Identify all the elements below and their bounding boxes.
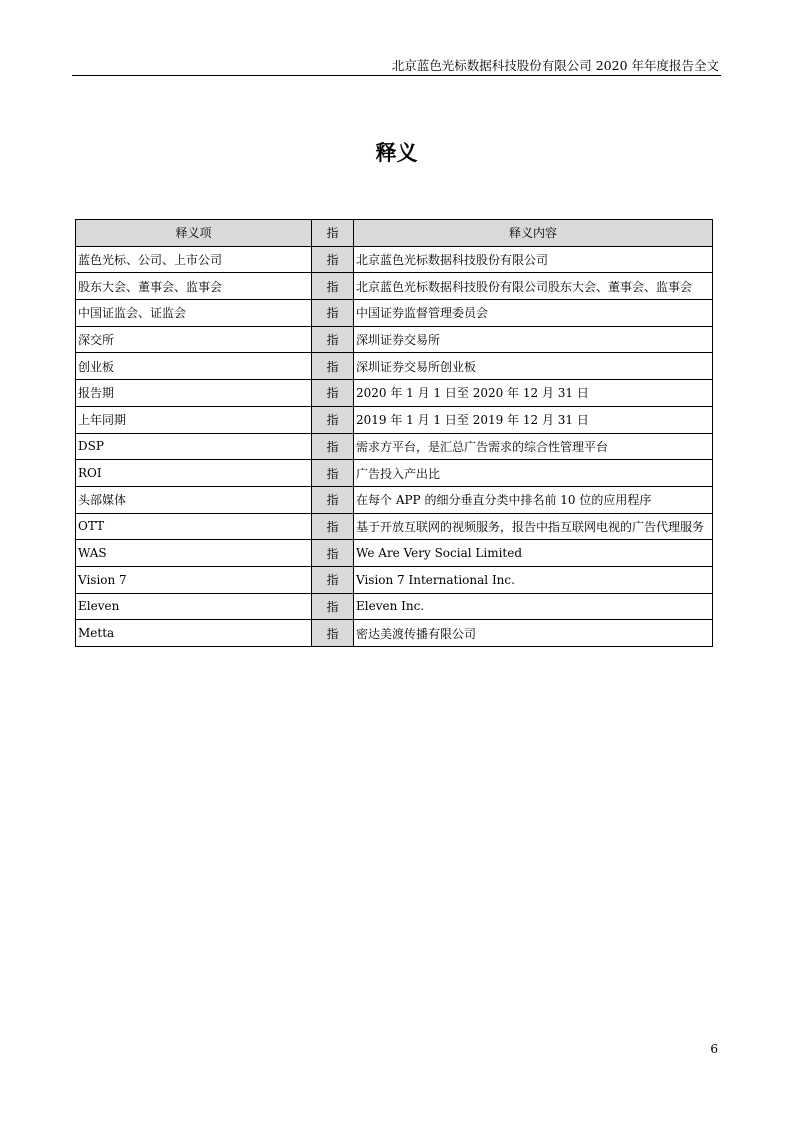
cell-refers: 指 (312, 326, 354, 353)
cell-refers: 指 (312, 620, 354, 647)
table-row (76, 566, 713, 593)
cell-term: Metta (76, 620, 312, 647)
definitions-table (75, 219, 713, 647)
page-title: 释义 (375, 140, 418, 165)
cell-definition: 中国证券监督管理委员会 (354, 300, 713, 327)
cell-definition: 深圳证券交易所 (354, 326, 713, 353)
cell-definition: Eleven Inc. (354, 593, 713, 620)
cell-term: 创业板 (76, 353, 312, 380)
header-divider (72, 75, 721, 76)
cell-definition: 在每个 APP 的细分垂直分类中排名前 10 位的应用程序 (354, 486, 713, 513)
cell-term: 深交所 (76, 326, 312, 353)
cell-term: 中国证监会、证监会 (76, 300, 312, 327)
cell-refers: 指 (312, 433, 354, 460)
table-row (76, 380, 713, 407)
cell-refers: 指 (312, 246, 354, 273)
header-refers: 指 (312, 220, 354, 247)
cell-refers: 指 (312, 273, 354, 300)
cell-term: OTT (76, 513, 312, 540)
cell-term: ROI (76, 460, 312, 487)
cell-definition: 2020 年 1 月 1 日至 2020 年 12 月 31 日 (354, 380, 713, 407)
cell-refers: 指 (312, 353, 354, 380)
table-row (76, 353, 713, 380)
table-row (76, 433, 713, 460)
cell-refers: 指 (312, 460, 354, 487)
cell-refers: 指 (312, 540, 354, 567)
page-number: 6 (710, 1042, 718, 1056)
header-definition: 释义内容 (354, 220, 713, 247)
table-row (76, 593, 713, 620)
table-row (76, 460, 713, 487)
table-row (76, 513, 713, 540)
cell-refers: 指 (312, 406, 354, 433)
cell-definition: 深圳证券交易所创业板 (354, 353, 713, 380)
table-header-row (76, 220, 713, 247)
table-row (76, 620, 713, 647)
cell-definition: We Are Very Social Limited (354, 540, 713, 567)
cell-refers: 指 (312, 566, 354, 593)
cell-refers: 指 (312, 513, 354, 540)
cell-term: Vision 7 (76, 566, 312, 593)
header-term: 释义项 (76, 220, 312, 247)
table-row (76, 406, 713, 433)
cell-definition: 密达美渡传播有限公司 (354, 620, 713, 647)
cell-definition: 基于开放互联网的视频服务，报告中指互联网电视的广告代理服务 (354, 513, 713, 540)
cell-refers: 指 (312, 380, 354, 407)
table-row (76, 486, 713, 513)
table-row (76, 540, 713, 567)
cell-refers: 指 (312, 486, 354, 513)
cell-term: 股东大会、董事会、监事会 (76, 273, 312, 300)
cell-term: DSP (76, 433, 312, 460)
table-row (76, 300, 713, 327)
cell-definition: 需求方平台，是汇总广告需求的综合性管理平台 (354, 433, 713, 460)
cell-term: WAS (76, 540, 312, 567)
table-row (76, 246, 713, 273)
cell-refers: 指 (312, 300, 354, 327)
cell-definition: 北京蓝色光标数据科技股份有限公司 (354, 246, 713, 273)
table-row (76, 326, 713, 353)
cell-definition: 广告投入产出比 (354, 460, 713, 487)
cell-definition: Vision 7 International Inc. (354, 566, 713, 593)
cell-definition: 北京蓝色光标数据科技股份有限公司股东大会、董事会、监事会 (354, 273, 713, 300)
running-header: 北京蓝色光标数据科技股份有限公司 2020 年年度报告全文 (391, 58, 719, 73)
table-row (76, 273, 713, 300)
cell-term: 头部媒体 (76, 486, 312, 513)
cell-term: 上年同期 (76, 406, 312, 433)
cell-refers: 指 (312, 593, 354, 620)
cell-definition: 2019 年 1 月 1 日至 2019 年 12 月 31 日 (354, 406, 713, 433)
cell-term: 报告期 (76, 380, 312, 407)
cell-term: Eleven (76, 593, 312, 620)
cell-term: 蓝色光标、公司、上市公司 (76, 246, 312, 273)
